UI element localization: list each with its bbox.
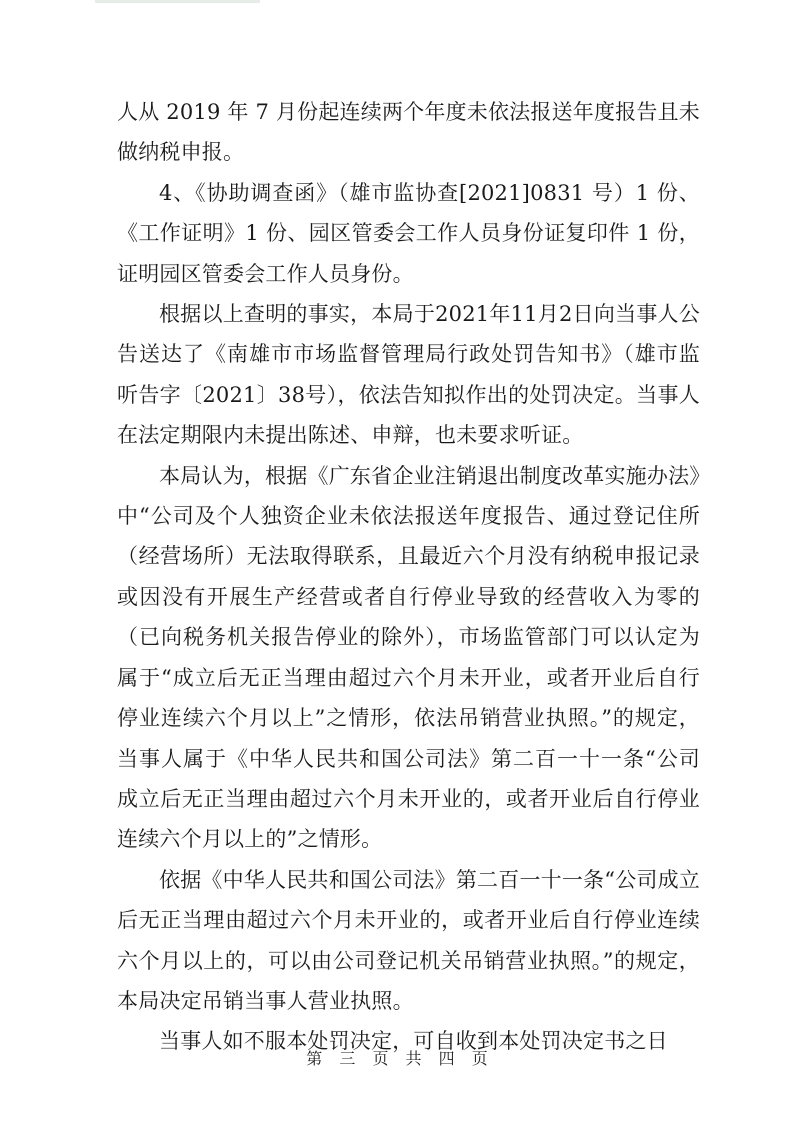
document-body	[117, 92, 700, 1062]
paragraph-notice-served: 根据以上查明的事实，本局于2021年11月2日向当事人公告送达了《南雄市市场监督管理局行政处罚告知书》（雄市监听告字〔2021〕38号），依法告知拟作出的处罚决定。当事人在法定期限内未提出陈述、申辩，也未要求听证。	[117, 302, 700, 448]
page-number-footer: 第 三 页 共 四 页	[306, 1049, 494, 1068]
paragraph-decision: 依据《中华人民共和国公司法》第二百一十一条“公司成立后无正当理由超过六个月未开业的，或者开业后自行停业连续六个月以上的，可以由公司登记机关吊销营业执照。”的规定，本局决定吊销当事人营业执照。	[117, 867, 700, 1013]
paragraph-continuation: 人从 2019 年 7 月份起连续两个年度未依法报送年度报告且未做纳税申报。	[117, 100, 700, 165]
scan-edge-mark	[95, 0, 260, 3]
paragraph-evidence-item-4: 4、《协助调查函》（雄市监协查[2021]0831 号）1 份、《工作证明》1 份、园区管委会工作人员身份证复印件 1 份，证明园区管委会工作人员身份。	[117, 180, 700, 286]
paragraph-bureau-opinion: 本局认为，根据《广东省企业注销退出制度改革实施办法》中“公司及个人独资企业未依法报送年度报告、通过登记住所（经营场所）无法取得联系，且最近六个月没有纳税申报记录或因没有开展生产经营或者自行停业导致的经营收入为零的（已向税务机关报告停业的除外），市场监管部门可以认定为属于“成立后无正当理由超过六个月未开业，或者开业后自行停业连续六个月以上”之情形，依法吊销营业执照。”的规定，当事人属于《中华人民共和国公司法》第二百一十一条“公司成立后无正当理由超过六个月未开业的，或者开业后自行停业连续六个月以上的”之情形。	[117, 463, 700, 852]
paragraph-appeal-notice: 当事人如不服本处罚决定，可自收到本处罚决定书之日	[159, 1029, 668, 1054]
